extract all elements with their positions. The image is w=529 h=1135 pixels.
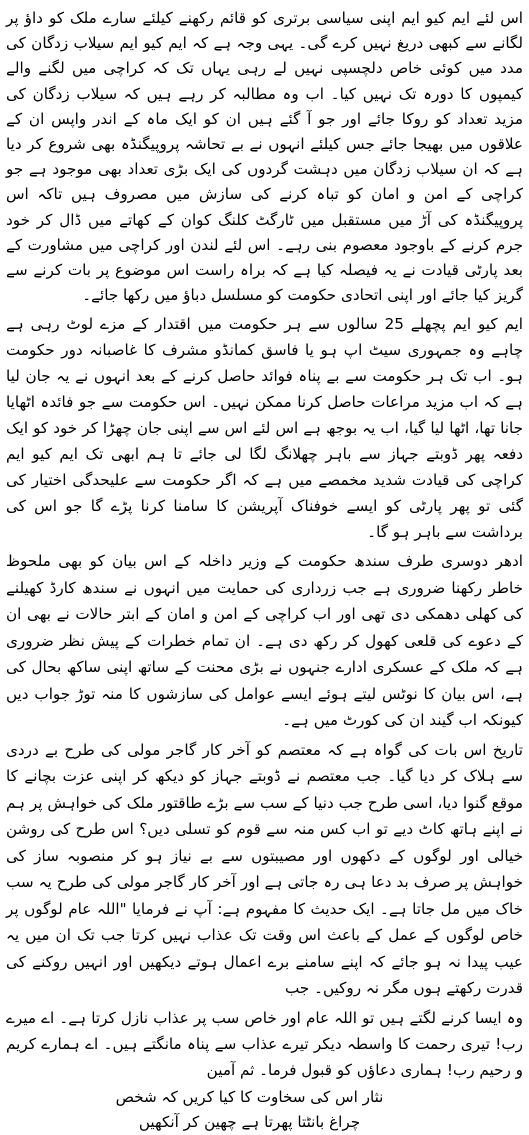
closing-verse	[6, 1085, 493, 1135]
verse-line-2: چراغ بانٹتا پھرتا ہے چھین کر آنکھیں	[138, 1112, 361, 1131]
paragraph-4: تاریخ اس بات کی گواہ ہے کہ معتصم کو آخر کار گاجر مولی کی طرح بے دردی سے ہلاک کر دیا گیا۔ جب معتصم نے ڈوبتے جہاز کو دیکھ کر اپنی عزت بچانے کا موقع گنوا دیا، اسی طرح جب دنیا کے سب سے بڑے طاقتور ملک کی خواہش پر ہم نے اپنے ہاتھ کاٹ دیے تو اب کس منہ سے قوم کو تسلی دیں؟ اس طرح کی روشن خیالی اور لوگوں کے دکھوں اور مصیبتوں سے بے نیاز ہو کر منصوبہ ساز کی خواہش پر صرف بد دعا ہی رہ جاتی ہے اور آخر کار گاجر مولی کی طرح یہ سب خاک میں مل جاتا ہے۔ ایک حدیث کا مفہوم ہے: آپ نے فرمایا "اللہ عام لوگوں پر خاص لوگوں کے عمل کے باعث اس وقت تک عذاب نہیں کرتا جب تک ان میں یہ عیب پیدا نہ ہو جائے کہ اپنے سامنے برے اعمال ہوتے دیکھیں اور انہیں روکنے کی قدرت رکھتے ہوں مگر نہ روکیں۔ جب	[6, 740, 523, 998]
paragraph-5: وہ ایسا کرنے لگتے ہیں تو اللہ عام اور خاص سب پر عذاب نازل کرتا ہے۔ اے میرے رب! تیری رحمت کا واسطہ دیکر تیرے عذاب سے پناہ مانگتے ہیں۔ اے ہمارے کریم و رحیم رب! ہماری دعاؤں کو قبول فرما۔ ثم آمین	[6, 1008, 523, 1079]
paragraph-3: ادھر دوسری طرف سندھ حکومت کے وزیر داخلہ کے اس بیان کو بھی ملحوظ خاطر رکھنا ضروری ہے جب زرداری کی حمایت میں انہوں نے سندھ کارڈ کھیلنے کی کھلی دھمکی دی تھی اور اب کراچی کے امن و امان کے ابتر حالات نے بھی ان کے دعوے کی قلعی کھول کر رکھ دی ہے۔ ان تمام خطرات کے پیش نظر ضروری ہے کہ ملک کے عسکری ادارے جنہوں نے بڑی محنت کے ساتھ اپنی ساکھ بحال کی ہے، اس بیان کا نوٹس لیتے ہوئے ایسے عوامل کی سازشوں کا منہ توڑ جواب دیں کیونکہ اب گیند ان کی کورٹ میں ہے۔	[6, 552, 523, 730]
paragraph-2: ایم کیو ایم پچھلے 25 سالوں سے ہر حکومت میں اقتدار کے مزے لوٹ رہی ہے چاہے وہ جمہوری سیٹ اپ ہو یا فاسق کمانڈو مشرف کا غاصبانہ دور حکومت ہو۔ اب تک ہر حکومت سے بے پناہ فوائد حاصل کرنے کے بعد انہوں نے یہ جان لیا ہے کہ اب مزید مراعات حاصل کرنا ممکن نہیں۔ اس حکومت سے جو فائدہ اٹھایا جانا تھا، اٹھا لیا گیا، اب یہ بوجھ ہے اس لئے اس سے اپنی جان چھڑا کر خود کو ایک دفعہ پھر ڈوبتے جہاز سے باہر چھلانگ لگا لی جائے تا ہم ابھی تک ایم کیو ایم کراچی کی قیادت شدید مخمصے میں ہے کہ اگر حکومت سے علیحدگی اختیار کی گئی تو پھر پارٹی کو ایسے خوفناک آپریشن کا سامنا کرنا پڑے گا جو اس کی برداشت سے باہر ہو گا۔	[6, 315, 523, 542]
paragraph-1: اس لئے ایم کیو ایم اپنی سیاسی برتری کو قائم رکھنے کیلئے سارے ملک کو داؤ پر لگانے سے کبھی دریغ نہیں کرے گی۔ یہی وجہ ہے کہ ایم کیو ایم سیلاب زدگان کی مدد میں کوئی خاص دلچسپی نہیں لے رہی یہاں تک کہ کراچی میں لگنے والے کیمپوں کا دورہ تک نہیں کیا۔ اب وہ مطالبہ کر رہے ہیں کہ سیلاب زدگان کی مزید تعداد کو روکا جائے اور جو آ گئے ہیں ان کو ایک ماہ کے اندر واپس ان کے علاقوں میں بھیجا جائے جس کیلئے انہوں نے بے تحاشہ پروپیگنڈہ بھی شروع کر دیا ہے کہ ان سیلاب زدگان میں دہشت گردوں کی ایک بڑی تعداد بھی موجود ہے جو کراچی کے امن و امان کو تباہ کرنے کی سازش میں مصروف ہیں تاکہ اس پروپیگنڈہ کی آڑ میں مستقبل میں ٹارگٹ کلنگ کوان کے کھاتے میں ڈال کر خود جرم کرنے کے باوجود معصوم بنی رہے۔ اس لئے لندن اور کراچی میں مشاورت کے بعد پارٹی قیادت نے یہ فیصلہ کیا ہے کہ براہ راست اس موضوع پر بات کرنے سے گریز کیا جائے اور اپنی اتحادی حکومت کو مسلسل دباؤ میں رکھا جائے۔	[6, 9, 523, 305]
verse-line-1: نثار اس کی سخاوت کا کیا کریں کہ شخص	[115, 1087, 384, 1106]
